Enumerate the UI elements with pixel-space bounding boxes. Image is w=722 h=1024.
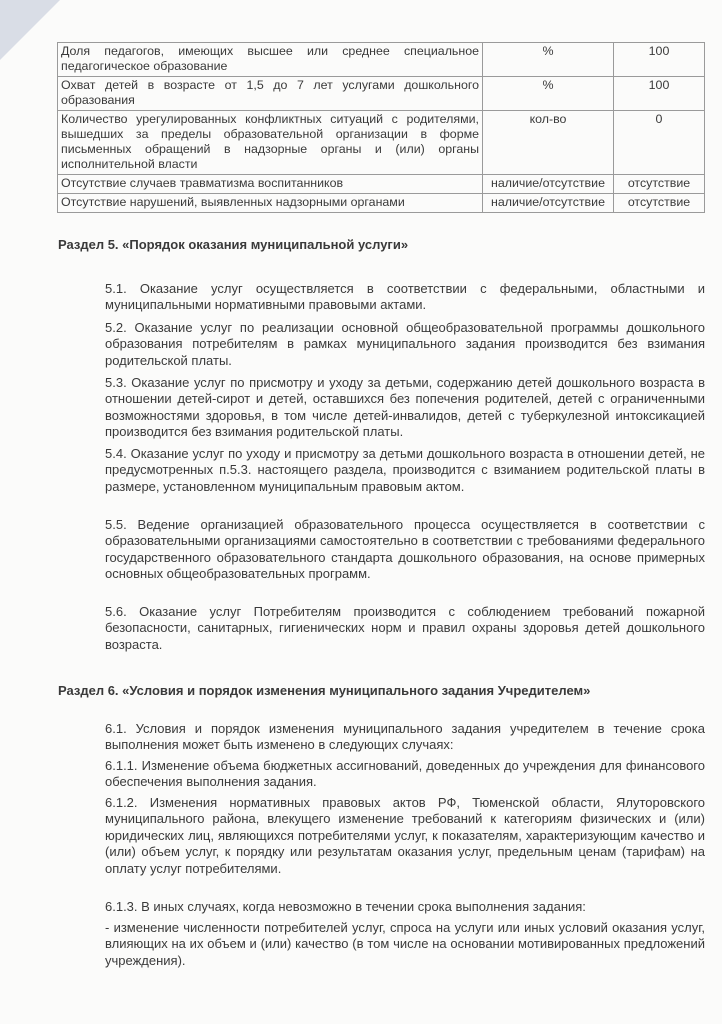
indicator-cell: Количество урегулированных конфликтных ситуаций с родителями, вышедших за пределы образовательной организации в форме письменных обращений в надзорные органы и (или) органы исполнительной власти: [58, 111, 483, 175]
paragraph-6-1-3: 6.1.3. В иных случаях, когда невозможно в течении срока выполнения задания:: [105, 899, 586, 914]
section-5-heading: Раздел 5. «Порядок оказания муниципальной услуги»: [58, 237, 409, 252]
unit-cell: наличие/отсутствие: [483, 175, 614, 194]
table-row: [58, 175, 705, 194]
paragraph-5-2: 5.2. Оказание услуг по реализации основной общеобразовательной программы дошкольного образования потребителям в рамках муниципального задания производится без взимания родительской платы.: [105, 320, 705, 368]
paragraph-5-1: 5.1. Оказание услуг осуществляется в соответствии с федеральными, областными и муниципальными нормативными правовыми актами.: [105, 281, 705, 313]
paragraph-6-1: 6.1. Условия и порядок изменения муниципального задания учредителем в течение срока выполнения может быть изменено в следующих случаях:: [105, 721, 705, 753]
unit-cell: %: [483, 77, 614, 111]
table-row: [58, 194, 705, 213]
value-cell: 100: [614, 77, 705, 111]
paragraph-5-4: 5.4. Оказание услуг по уходу и присмотру за детьми дошкольного возраста в отношении детей, не предусмотренных п.5.3. настоящего раздела, производится с взиманием родительской платы в размере, установленном муниципальным правовым актом.: [105, 446, 705, 494]
unit-cell: наличие/отсутствие: [483, 194, 614, 213]
paragraph-6-1-3-item: - изменение численности потребителей услуг, спроса на услуги или иных условий оказания услуг, влияющих на их объем и (или) качество (в том числе на основании мотивированных предложений учреждения).: [105, 920, 705, 968]
indicators-table-body: [58, 43, 705, 213]
paragraph-6-1-2: 6.1.2. Изменения нормативных правовых актов РФ, Тюменской области, Ялуторовского муниципального района, влекущего изменение требований к категориям физических и (или) юридических лиц, являющихся потребителями услуг, к показателям, характеризующим качество и (или) объем услуг, к порядку или результатам оказания услуг, предельным ценам (тарифам) на оплату услуг потребителями.: [105, 795, 705, 876]
paragraph-5-6: 5.6. Оказание услуг Потребителям производится с соблюдением требований пожарной безопасности, санитарных, гигиенических норм и правил охраны здоровья детей дошкольного возраста.: [105, 604, 705, 652]
indicator-cell: Отсутствие случаев травматизма воспитанников: [58, 175, 483, 194]
page-corner-fold: [0, 0, 60, 60]
indicator-cell: Отсутствие нарушений, выявленных надзорными органами: [58, 194, 483, 213]
unit-cell: %: [483, 43, 614, 77]
unit-cell: кол-во: [483, 111, 614, 175]
table-row: [58, 43, 705, 77]
value-cell: 0: [614, 111, 705, 175]
indicator-cell: Доля педагогов, имеющих высшее или среднее специальное педагогическое образование: [58, 43, 483, 77]
section-6-heading: Раздел 6. «Условия и порядок изменения муниципального задания Учредителем»: [58, 683, 591, 698]
indicator-cell: Охват детей в возрасте от 1,5 до 7 лет услугами дошкольного образования: [58, 77, 483, 111]
table-row: [58, 111, 705, 175]
value-cell: 100: [614, 43, 705, 77]
paragraph-5-3: 5.3. Оказание услуг по присмотру и уходу за детьми, содержанию детей дошкольного возраста в отношении детей-сирот и детей, оставшихся без попечения родителей, детей с ограниченными возможностями здоровья, в том числе детей-инвалидов, детей с туберкулезной интоксикацией производится без взимания родительской платы.: [105, 375, 705, 440]
value-cell: отсутствие: [614, 175, 705, 194]
value-cell: отсутствие: [614, 194, 705, 213]
table-row: [58, 77, 705, 111]
paragraph-6-1-1: 6.1.1. Изменение объема бюджетных ассигнований, доведенных до учреждения для финансового обеспечения выполнения задания.: [105, 758, 705, 790]
indicators-table: [57, 42, 705, 213]
paragraph-5-5: 5.5. Ведение организацией образовательного процесса осуществляется в соответствии с образовательными организациями самостоятельно в соответствии с требованиями федерального государственного образовательного стандарта дошкольного образования, на основе примерных основных общеобразовательных программ.: [105, 517, 705, 582]
